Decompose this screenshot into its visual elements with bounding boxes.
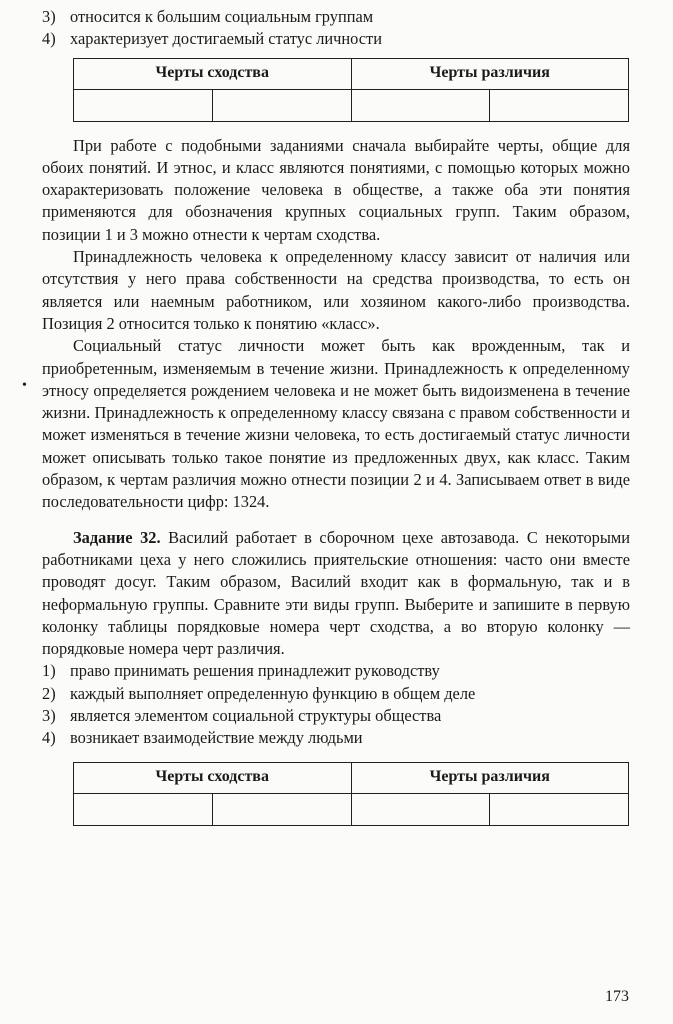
paragraph: Принадлежность человека к определенному классу зависит от наличия или отсутствия у него права собственности на средства производства, то есть он является или наемным работником, или хозяином какого-либо производства. Позиция 2 относится только к понятию «класс». — [42, 247, 630, 333]
list-item — [42, 683, 630, 705]
header-different: Черты различия — [351, 762, 629, 793]
answer-table-2 — [73, 762, 629, 826]
item-number: 4) — [42, 29, 56, 49]
answer-cell[interactable] — [351, 89, 490, 121]
list-item — [42, 660, 630, 682]
page-number: 173 — [605, 988, 629, 1005]
task-paragraph — [42, 527, 630, 661]
task-label: Задание 32. — [73, 527, 161, 547]
answer-table-1 — [73, 58, 629, 122]
top-list — [42, 6, 630, 51]
answer-cell[interactable] — [212, 793, 351, 825]
item-text: характеризует достигаемый статус личности — [70, 29, 382, 49]
header-similar: Черты сходства — [74, 762, 352, 793]
item-text: является элементом социальной структуры общества — [70, 706, 442, 726]
list-item — [42, 6, 630, 28]
answer-cell[interactable] — [74, 793, 213, 825]
answer-cell[interactable] — [74, 89, 213, 121]
paragraph: При работе с подобными заданиями сначала выбирайте черты, общие для обоих понятий. И этнос, и класс являются понятиями, с помощью которых можно охарактеризовать положение человека в обществе, а также оба эти понятия применяются для обозначения крупных социальных групп. Таким образом, позиции 1 и 3 можно отнести к чертам сходства. — [42, 135, 630, 244]
answer-cell[interactable] — [490, 89, 629, 121]
task-text: Василий работает в сборочном цехе автозавода. С некоторыми работниками цеха у него сложились приятельские отношения: часто они вместе проводят досуг. Таким образом, Василий входит как в формальную, так и в неформальную группы. Сравните эти виды групп. Выберите и запишите в первую колонку таблицы порядковые номера черт сходства, а во вторую колонку — порядковые номера черт различия. — [42, 527, 630, 659]
list-item — [42, 28, 630, 50]
item-text: относится к большим социальным группам — [70, 7, 374, 26]
list-item — [42, 727, 630, 749]
answer-cell[interactable] — [490, 793, 629, 825]
item-number: 2) — [42, 683, 56, 703]
page-content — [42, 6, 630, 826]
list-item — [42, 705, 630, 727]
item-number: 4) — [42, 728, 56, 748]
margin-dot: • — [22, 378, 27, 393]
header-different: Черты различия — [351, 58, 629, 89]
item-number: 3) — [42, 706, 56, 726]
answer-cell[interactable] — [351, 793, 490, 825]
item-number: 3) — [42, 7, 56, 26]
paragraph: Социальный статус личности может быть как врожденным, так и приобретенным, изменяемым в течение жизни. Принадлежность к определенному этносу определяется рождением человека и не может быть видоизменена в течение жизни. Принадлежность к определенному классу связана с правом собственности и может изменяться в течение жизни человека, то есть достигаемый статус личности может описывать только такое понятие из предложенных двух, как класс. Таким образом, к чертам различия можно отнести позиции 2 и 4. Записываем ответ в виде последовательности цифр: 1324. — [42, 336, 630, 512]
header-similar: Черты сходства — [74, 58, 352, 89]
item-text: возникает взаимодействие между людьми — [70, 728, 363, 748]
item-text: каждый выполняет определенную функцию в общем деле — [70, 683, 476, 703]
item-number: 1) — [42, 661, 56, 681]
item-text: право принимать решения принадлежит руководству — [70, 661, 440, 681]
task-list — [42, 660, 630, 749]
answer-cell[interactable] — [212, 89, 351, 121]
